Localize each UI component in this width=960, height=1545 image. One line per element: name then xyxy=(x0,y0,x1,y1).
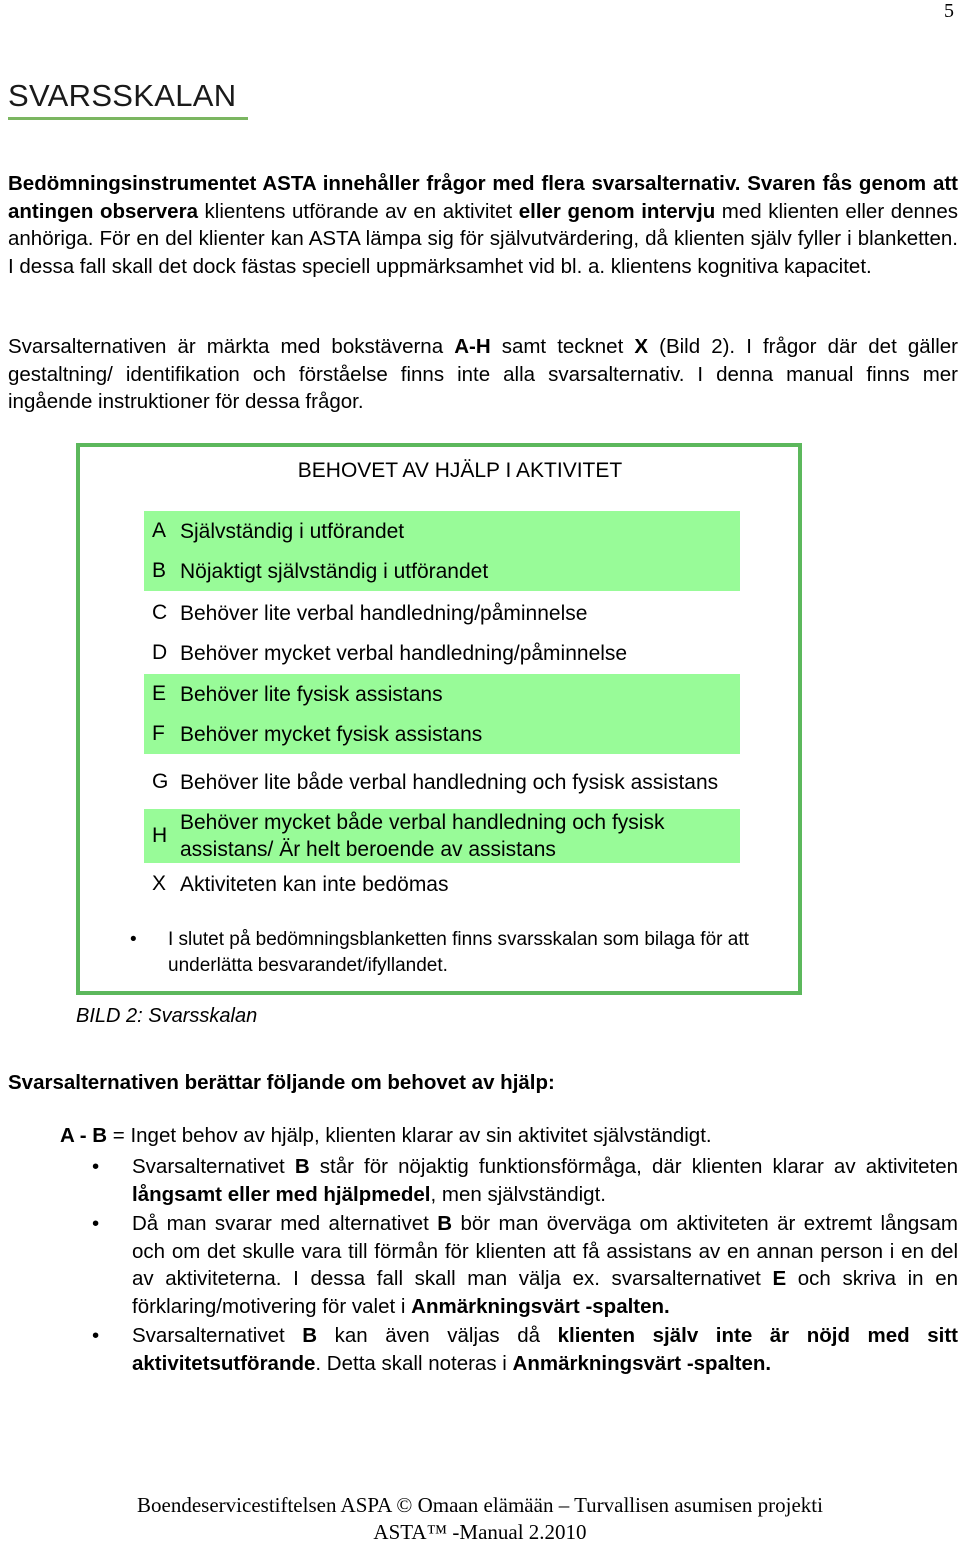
scale-figure xyxy=(76,443,802,995)
subheading: Svarsalternativen berättar följande om behovet av hjälp: xyxy=(8,1071,555,1094)
option-e xyxy=(144,674,740,714)
list-item xyxy=(92,1210,958,1320)
para2-bold-1: A-H xyxy=(454,335,491,358)
list-item xyxy=(92,1322,958,1377)
page-number: 5 xyxy=(944,0,954,22)
intro-bold-1: Bedömningsinstrumentet ASTA innehåller frågor med flera svarsalternativ. Svaren fås genom att antingen observera xyxy=(8,172,958,223)
figure-note xyxy=(130,927,770,979)
bullet-icon: • xyxy=(92,1155,100,1178)
bullet-icon: • xyxy=(92,1212,100,1235)
option-letter: E xyxy=(152,682,167,705)
option-a xyxy=(144,511,740,551)
option-text: Behöver lite fysisk assistans xyxy=(180,682,443,706)
option-text: Nöjaktigt självständig i utförandet xyxy=(180,559,489,583)
option-text: Behöver mycket fysisk assistans xyxy=(180,722,483,746)
option-text: Behöver lite verbal handledning/påminnelse xyxy=(180,601,588,625)
heading-underline xyxy=(8,117,248,120)
intro-paragraph xyxy=(8,170,958,280)
option-letter: C xyxy=(152,601,168,624)
ab-bold: A - B xyxy=(60,1124,108,1147)
para2-text-2: samt tecknet xyxy=(490,335,635,358)
option-letter: H xyxy=(152,824,168,847)
intro-text-1: klientens utförande av en aktivitet xyxy=(197,199,519,223)
option-f xyxy=(144,714,740,754)
option-text: Aktiviteten kan inte bedömas xyxy=(180,872,449,896)
option-h xyxy=(144,809,740,863)
bullet-icon: • xyxy=(92,1324,100,1347)
figure-title: BEHOVET AV HJÄLP I AKTIVITET xyxy=(297,459,623,482)
option-text: Självständig i utförandet xyxy=(180,519,405,543)
option-x xyxy=(144,864,740,904)
para2-bold-2: X xyxy=(634,335,649,358)
bullet-text: Svarsalternativet B kan även väljas då klienten själv inte är nöjd med sitt aktivitetsutförande. Detta skall noteras i Anmärkningsvärt -spalten. xyxy=(132,1324,959,1375)
section-heading: SVARSSKALAN xyxy=(8,78,237,113)
option-text: Behöver mycket både verbal handledning och fysisk assistans/ Är helt beroende av assistans xyxy=(180,811,665,861)
intro-bold-2: eller genom intervju xyxy=(518,199,716,223)
option-letter: F xyxy=(152,722,165,745)
option-g xyxy=(144,754,740,810)
option-c xyxy=(144,593,740,633)
option-d xyxy=(144,633,740,673)
option-letter: B xyxy=(152,559,167,582)
para2-text-3: (Bild 2). I frågor där det gäller gestaltning/ identifikation och förståelse finns inte alla svarsalternativ. I denna manual finns mer ingående instruktioner för dessa frågor. xyxy=(8,335,958,413)
option-text: Behöver lite både verbal handledning och fysisk assistans xyxy=(180,770,719,794)
option-letter: A xyxy=(152,519,167,542)
ab-text: = Inget behov av hjälp, klienten klarar av sin aktivitet självständigt. xyxy=(107,1124,712,1147)
ab-definition xyxy=(60,1124,712,1148)
option-b xyxy=(144,551,740,591)
alternatives-paragraph xyxy=(8,333,958,416)
option-text: Behöver mycket verbal handledning/påminnelse xyxy=(180,641,628,665)
footer-line-1: Boendeservicestiftelsen ASPA © Omaan elämään – Turvallisen asumisen projekti xyxy=(137,1493,823,1517)
bullet-text: Svarsalternativet B står för nöjaktig funktionsförmåga, där klienten klarar av aktiviteten långsamt eller med hjälpmedel, men självständigt. xyxy=(132,1155,958,1206)
para2-text-1: Svarsalternativen är märkta med bokstäverna xyxy=(8,335,455,358)
intro-text-2: med klienten eller dennes anhöriga. För en del klienter kan ASTA lämpa sig för självutvärdering, då klienten själv fyller i blanketten. I dessa fall skall det dock fästas speciell uppmärksamhet vid bl. a. klientens kognitiva kapacitet. xyxy=(8,199,958,278)
bullet-list xyxy=(92,1153,958,1379)
bullet-icon: • xyxy=(130,929,137,950)
list-item xyxy=(92,1153,958,1208)
option-letter: G xyxy=(152,770,169,793)
footer-line-2: ASTA™ -Manual 2.2010 xyxy=(373,1520,587,1544)
bullet-text: Då man svarar med alternativet B bör man överväga om aktiviteten är extremt långsam och om det skulle vara till förmån för klienten att få assistans av en annan person i en del av aktiviteterna. I dessa fall skall man välja ex. svarsalternativet E och skriva in en förklaring/motivering för valet i Anmärkningsvärt -spalten. xyxy=(132,1212,959,1318)
option-letter: D xyxy=(152,641,168,664)
figure-note-text: I slutet på bedömningsblanketten finns svarsskalan som bilaga för att underlätta besvarandet/ifyllandet. xyxy=(168,929,749,976)
option-letter: X xyxy=(152,872,167,895)
figure-caption: BILD 2: Svarsskalan xyxy=(76,1005,258,1027)
